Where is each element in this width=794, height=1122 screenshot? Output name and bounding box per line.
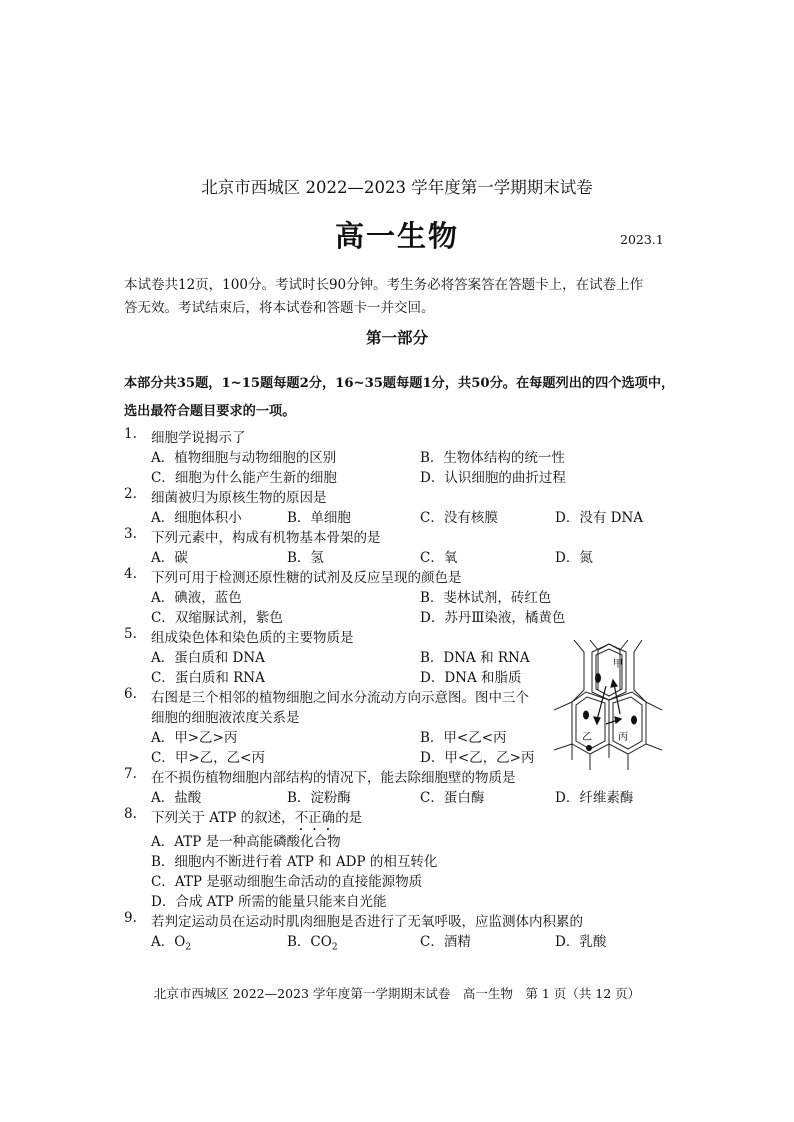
question-number: 8.	[124, 806, 137, 822]
option-b: B．淀粉酶	[287, 790, 351, 806]
stem-text: 的是	[335, 810, 363, 826]
question-number: 5.	[124, 626, 137, 642]
nucleus	[583, 711, 589, 720]
question-number: 3.	[124, 526, 137, 542]
question-number: 6.	[124, 686, 137, 702]
question-stem: 细菌被归为原核生物的原因是	[151, 490, 327, 506]
option-b	[287, 930, 338, 953]
subscript: 2	[185, 942, 192, 953]
notice-line-1: 本试卷共12页，100分。考试时长90分钟。考生务必将答案答在答题卡上，在试卷上作	[124, 277, 644, 293]
option-b: B．单细胞	[287, 510, 351, 526]
option-c: C．甲>乙，乙<丙	[151, 750, 265, 766]
nucleus	[595, 673, 601, 683]
option-d: D．苏丹Ⅲ染液，橘黄色	[420, 610, 566, 626]
cell-label-bing: 丙	[618, 732, 628, 743]
option-b: B．斐林试剂，砖红色	[420, 590, 552, 606]
question-number: 9.	[124, 910, 137, 926]
question-stem: 组成染色体和染色质的主要物质是	[151, 630, 354, 646]
question-stem: 若判定运动员在运动时肌肉细胞是否进行了无氧呼吸，应监测体内积累的	[151, 914, 583, 930]
option-a	[151, 930, 191, 953]
option-a: A．甲>乙>丙	[151, 730, 238, 746]
option-b: B．DNA 和 RNA	[420, 650, 530, 666]
question-stem: 下列可用于检测还原性糖的试剂及反应呈现的颜色是	[151, 570, 462, 586]
emphasized-text: 不正确	[294, 810, 336, 826]
option-d: D．乳酸	[555, 934, 607, 950]
option-a: A．盐酸	[151, 790, 202, 806]
option-text: A．O	[151, 934, 186, 950]
option-c: C．细胞为什么能产生新的细胞	[151, 470, 337, 486]
plant-cells-diagram	[554, 640, 662, 770]
question-number: 2.	[124, 486, 137, 502]
option-a: A．细胞体积小	[151, 510, 242, 526]
page-footer: 北京市西城区 2022—2023 学年度第一学期期末试卷 高一生物 第 1 页（共 12 页）	[153, 986, 641, 1001]
exam-title: 北京市西城区 2022—2023 学年度第一学期期末试卷	[201, 178, 593, 197]
option-b: B．细胞内不断进行着 ATP 和 ADP 的相互转化	[151, 854, 438, 870]
option-b: B．生物体结构的统一性	[420, 450, 565, 466]
cell-label-yi: 乙	[582, 732, 592, 743]
cell-wall	[572, 640, 584, 702]
part-title: 第一部分	[365, 328, 428, 347]
question-stem: 在不损伤植物细胞内部结构的情况下，能去除细胞壁的物质是	[151, 770, 516, 786]
nucleus	[586, 745, 592, 751]
option-d: D．合成 ATP 所需的能量只能来自光能	[151, 894, 387, 910]
option-d: D．甲<乙，乙>丙	[420, 750, 535, 766]
exam-date: 2023.1	[620, 232, 664, 247]
option-c: C．酒精	[420, 934, 471, 950]
option-a: A．ATP 是一种高能磷酸化合物	[151, 834, 341, 850]
cell-label-jia: 甲	[613, 659, 623, 670]
notice-line-2: 答无效。考试结束后，将本试卷和答题卡一并交回。	[124, 300, 435, 316]
stem-text: 下列关于 ATP 的叙述，	[151, 810, 295, 826]
option-text: B．CO	[287, 934, 332, 950]
question-stem: 下列元素中，构成有机物基本骨架的是	[151, 530, 381, 546]
option-a: A．碘液，蓝色	[151, 590, 242, 606]
option-d: D．氮	[555, 550, 593, 566]
question-number: 1.	[124, 426, 137, 442]
option-c: C．没有核膜	[420, 510, 498, 526]
option-d: D．DNA 和脂质	[420, 670, 522, 686]
option-a: A．碳	[151, 550, 188, 566]
arrow	[614, 684, 620, 714]
part-instruction-line-1: 本部分共35题，1~15题每题2分，16~35题每题1分，共50分。在每题列出的四个选项中，	[124, 376, 675, 391]
nucleus	[631, 716, 637, 725]
option-d: D．认识细胞的曲折过程	[420, 470, 566, 486]
cell-wall	[634, 640, 646, 702]
subject-title: 高一生物	[334, 219, 459, 253]
option-b: B．甲<乙<丙	[420, 730, 507, 746]
part-instruction-line-2: 选出最符合题目要求的一项。	[124, 404, 296, 419]
option-d: D．没有 DNA	[555, 510, 644, 526]
option-c: C．蛋白质和 RNA	[151, 670, 265, 686]
question-number: 4.	[124, 566, 137, 582]
option-c: C．双缩脲试剂，紫色	[151, 610, 283, 626]
question-number: 7.	[124, 766, 137, 782]
option-c: C．ATP 是驱动细胞生命活动的直接能源物质	[151, 874, 423, 890]
option-a: A．植物细胞与动物细胞的区别	[151, 450, 337, 466]
question-stem: 右图是三个相邻的植物细胞之间水分流动方向示意图。图中三个	[151, 690, 529, 706]
option-c: C．氧	[420, 550, 458, 566]
option-a: A．蛋白质和 DNA	[151, 650, 265, 666]
option-d: D．纤维素酶	[555, 790, 634, 806]
question-stem: 细胞学说揭示了	[151, 430, 246, 446]
option-c: C．蛋白酶	[420, 790, 485, 806]
question-stem-continued: 细胞的细胞液浓度关系是	[151, 710, 300, 726]
option-b: B．氢	[287, 550, 324, 566]
subscript: 2	[331, 942, 338, 953]
